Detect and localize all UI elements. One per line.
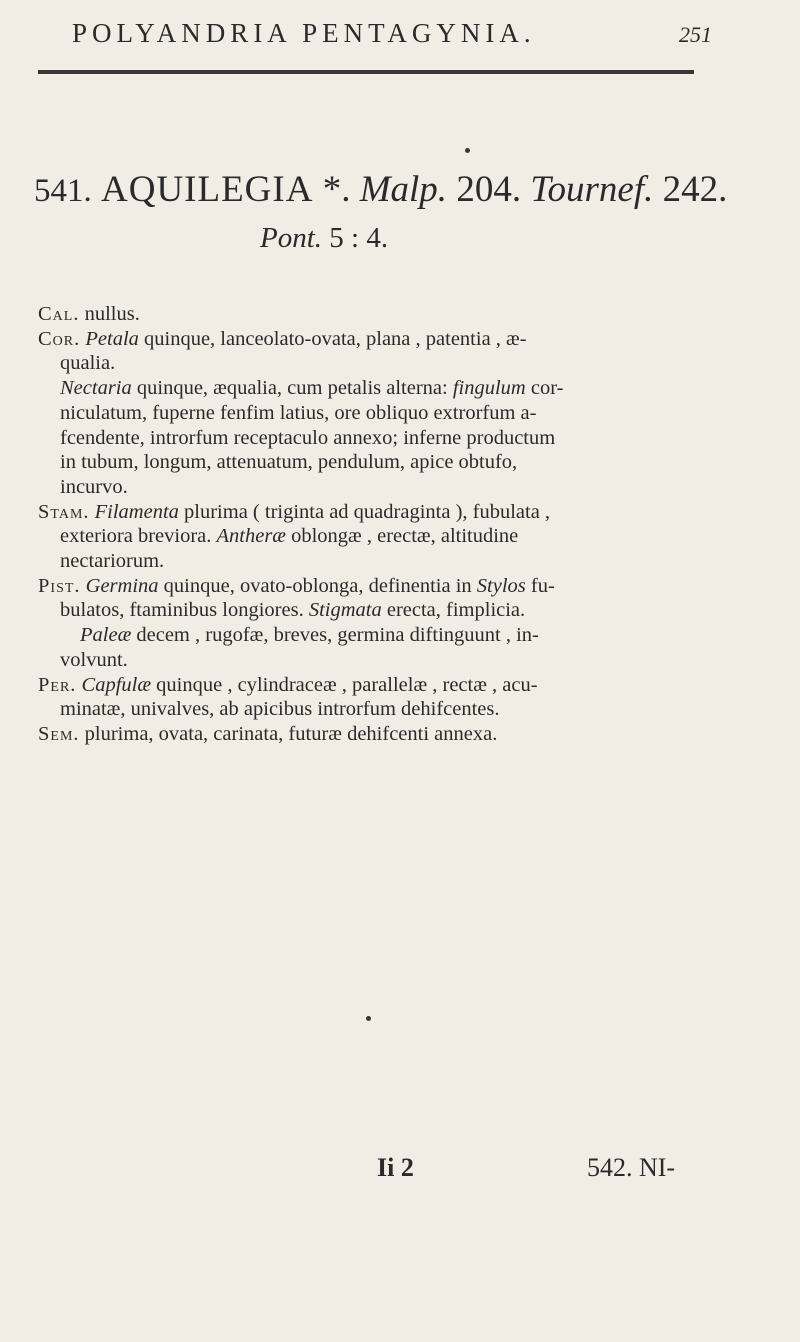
reference-author: Malp. [359, 169, 448, 210]
genus-number: 541. [34, 173, 92, 209]
generic-description [38, 302, 728, 747]
reference-formula: 5 : 4. [329, 222, 389, 254]
running-head-title: POLYANDRIA PENTAGYNIA. [72, 18, 536, 48]
section-label: Cor. [38, 327, 81, 350]
term: Germina [85, 574, 159, 597]
term: Filamenta [94, 500, 179, 523]
description-line: exteriora breviora. Antheræ oblongæ , erectæ, altitudine [60, 525, 519, 548]
section-label: Cal. [38, 303, 80, 325]
genus-heading [34, 168, 754, 211]
description-line: nectariorum. [60, 550, 165, 573]
description-line: fcendente, introrfum receptaculo annexo; inferne productum [60, 426, 556, 449]
term: Petala [85, 327, 139, 350]
description-line: incurvo. [60, 475, 128, 498]
description-line: Pist. Germina quinque, ovato-oblonga, definentia in Stylos fu- [38, 574, 555, 597]
running-head [72, 18, 712, 49]
section-label: Pist. [38, 574, 81, 597]
description-line: minatæ, univalves, ab apicibus introrfum dehifcentes. [60, 698, 500, 721]
reference-page: 242. [662, 169, 728, 210]
ink-speck [366, 1016, 371, 1021]
term: Capfulæ [81, 673, 152, 696]
reference-author: Tournef. [530, 169, 654, 210]
term: Antheræ [216, 525, 286, 548]
description-line: volvunt. [60, 648, 128, 671]
description-line: bulatos, ftaminibus longiores. Stigmata erecta, fimplicia. [60, 599, 526, 622]
term: Nectaria [60, 377, 132, 400]
ink-speck [465, 148, 470, 153]
reference-author: Pont. [260, 222, 323, 254]
description-line: Sem. plurima, ovata, carinata, futuræ dehifcenti annexa. [38, 722, 498, 745]
description-line: Nectaria quinque, æqualia, cum petalis alterna: fingulum cor- [60, 377, 564, 400]
term: Stigmata [308, 599, 382, 622]
catchword: 542. NI- [587, 1153, 676, 1182]
description-line: in tubum, longum, attenuatum, pendulum, apice obtufo, [60, 451, 518, 474]
reference-page: 204. [456, 169, 522, 210]
section-label: Sem. [38, 722, 80, 745]
signature-mark: Ii 2 [377, 1153, 414, 1182]
description-line: Per. Capfulæ quinque , cylindraceæ , parallelæ , rectæ , acu- [38, 673, 538, 696]
section-label: Per. [38, 673, 77, 696]
genus-mark: *. [322, 169, 351, 210]
term: Paleæ [80, 624, 132, 647]
term: fingulum [452, 377, 526, 400]
description-line: qualia. [60, 352, 116, 375]
genus-subheading [260, 222, 388, 255]
genus-name: AQUILEGIA [101, 169, 314, 210]
description-line: Cal. nullus. [38, 303, 140, 325]
section-label: Stam. [38, 500, 90, 523]
description-line: Paleæ decem , rugofæ, breves, germina diftinguunt , in- [80, 624, 539, 647]
term: Stylos [476, 574, 526, 597]
description-line: Stam. Filamenta plurima ( triginta ad quadraginta ), fubulata , [38, 500, 551, 523]
description-line: niculatum, fuperne fenfim latius, ore obliquo extrorfum a- [60, 401, 537, 424]
page-number: 251 [679, 22, 712, 47]
header-rule [38, 70, 694, 74]
description-line: Cor. Petala quinque, lanceolato-ovata, plana , patentia , æ- [38, 327, 527, 350]
